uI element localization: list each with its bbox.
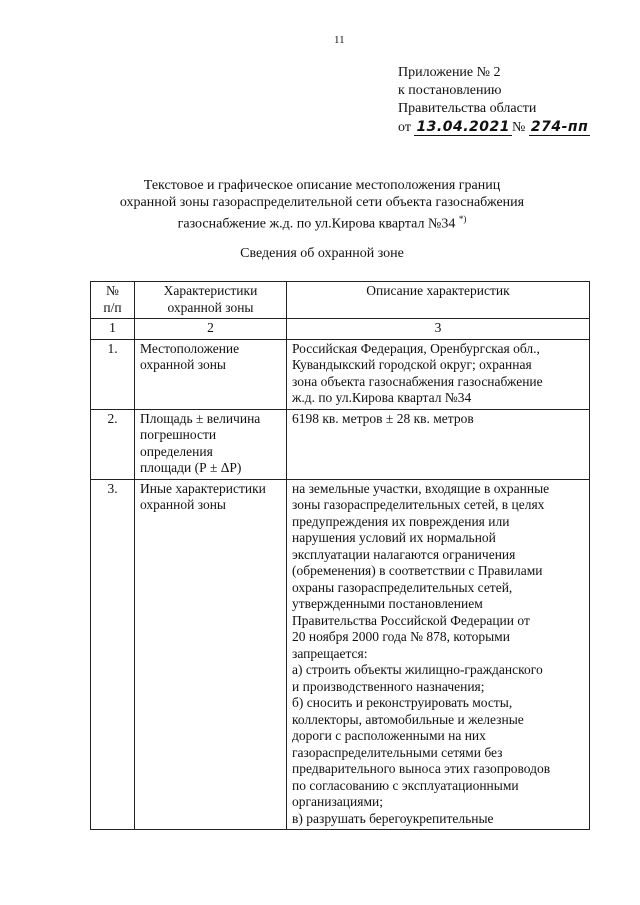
table-row: [91, 409, 590, 479]
row-characteristic: Иные характеристики охранной зоны: [135, 479, 287, 830]
section-subtitle: Сведения об охранной зоне: [240, 246, 404, 261]
table-index-row: [91, 319, 590, 340]
document-title: [92, 177, 552, 233]
index-cell: 2: [135, 319, 287, 340]
row-description: Российская Федерация, Оренбургская обл., Кувандыкский городской округ; охранная зона объекта газоснабжения газоснабжение ж.д. по ул.Кирова квартал №34: [287, 339, 590, 409]
header-number: № п/п: [91, 282, 135, 319]
page-number: 11: [334, 34, 345, 46]
row-characteristic: Местоположение охранной зоны: [135, 339, 287, 409]
row-description: на земельные участки, входящие в охранные зоны газораспределительных сетей, в целях предупреждения их повреждения или нарушения условий их нормальной эксплуатации налагаются ограничения (обременения) в соответствии с Правилами охраны газораспределительных сетей, утвержденными постановлением Правительства Российской Федерации от 20 ноября 2000 года № 878, которыми запрещается: а) строить объекты жилищно-гражданского и производственного назначения; б) сносить и реконструировать мосты, коллекторы, автомобильные и железные дороги с расположенными на них газораспределительными сетями без предварительного выноса этих газопроводов по согласованию с эксплуатационными организациями; в) разрушать берегоукрепительные: [287, 479, 590, 830]
appendix-date-line: [398, 118, 590, 137]
title-line-2: охранной зоны газораспределительной сети объекта газоснабжения: [119, 195, 525, 210]
row-number: 1.: [91, 339, 135, 409]
index-cell: 1: [91, 319, 135, 340]
appendix-from-label: от: [398, 120, 411, 135]
index-cell: 3: [287, 319, 590, 340]
row-description: 6198 кв. метров ± 28 кв. метров: [287, 409, 590, 479]
handwritten-number: 274-пп: [530, 119, 589, 135]
title-line-3-wrap: [92, 211, 552, 233]
number-sign: №: [512, 120, 526, 135]
table-header-row: [91, 282, 590, 319]
title-line-3: газоснабжение ж.д. по ул.Кирова квартал №34: [177, 216, 456, 232]
zone-info-table: [90, 281, 590, 830]
appendix-line-1: Приложение № 2: [398, 65, 501, 80]
header-characteristics: Характеристики охранной зоны: [135, 282, 287, 319]
header-description: Описание характеристик: [287, 282, 590, 319]
row-number: 3.: [91, 479, 135, 830]
appendix-line-3: Правительства области: [398, 101, 537, 116]
row-characteristic: Площадь ± величина погрешности определения площади (Р ± ΔР): [135, 409, 287, 479]
appendix-block: [398, 64, 590, 137]
handwritten-date: 13.04.2021: [416, 119, 511, 135]
appendix-line-2: к постановлению: [398, 83, 502, 98]
table-row: [91, 479, 590, 830]
row-number: 2.: [91, 409, 135, 479]
title-line-1: Текстовое и графическое описание местоположения границ: [143, 178, 501, 193]
table-row: [91, 339, 590, 409]
footnote-mark: *): [458, 214, 467, 224]
